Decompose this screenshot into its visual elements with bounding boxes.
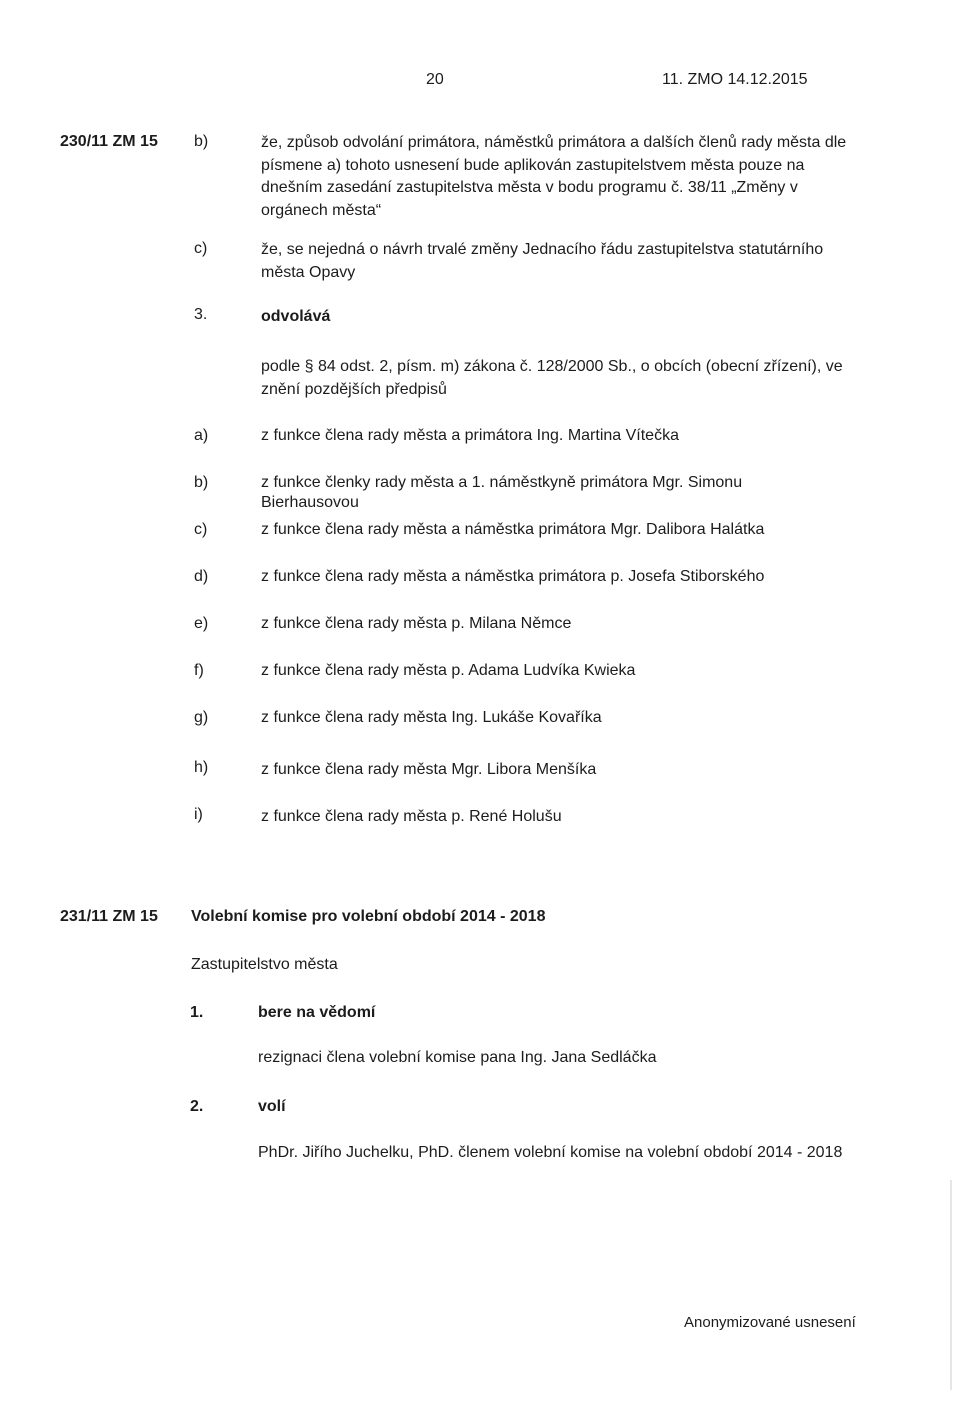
point-verb: volí (258, 1098, 286, 1115)
footer-note: Anonymizované usnesení (684, 1314, 856, 1331)
scan-edge-shadow (950, 1180, 952, 1390)
list-item-label: c) (194, 521, 208, 538)
point-number: 1. (190, 1004, 204, 1021)
paragraph-text: PhDr. Jiřího Juchelku, PhD. členem volební komise na volební období 2014 - 2018 (258, 1144, 843, 1161)
item-label: b) (194, 133, 209, 150)
list-item-label: a) (194, 427, 209, 444)
meeting-label: 11. ZMO 14.12.2015 (662, 71, 808, 88)
paragraph-text: rezignaci člena volební komise pana Ing. Jana Sedláčka (258, 1049, 657, 1066)
list-item-label: b) (194, 474, 209, 491)
list-item-label: d) (194, 568, 209, 585)
point-verb: odvolává (261, 308, 331, 325)
list-item-text: z funkce člena rady města Ing. Lukáše Kovaříka (261, 709, 602, 726)
paragraph-text: že, způsob odvolání primátora, náměstků primátora a dalších členů rady města dle písmene a) tohoto usnesení bude aplikován zastupitelstvem města pouze na dnešním zasedání zastupitelstva města v bodu programu č. 38/11 „Změny v orgánech města“ (261, 134, 847, 219)
list-item-label: h) (194, 759, 209, 776)
list-item-label: i) (194, 806, 203, 823)
list-item-text: z funkce člena rady města a náměstka primátora p. Josefa Stiborského (261, 568, 765, 585)
paragraph-text: že, se nejedná o návrh trvalé změny Jednacího řádu zastupitelstva statutárního města Opavy (261, 241, 824, 281)
list-item-label: g) (194, 709, 209, 726)
list-item-text: z funkce členky rady města a 1. náměstkyně primátora Mgr. Simonu Bierhausovou (261, 474, 743, 511)
resolution-id: 231/11 ZM 15 (60, 908, 158, 925)
point-verb: bere na vědomí (258, 1004, 376, 1021)
list-item-text: z funkce člena rady města Mgr. Libora Menšíka (261, 761, 597, 778)
resolution-subject: Zastupitelstvo města (191, 956, 338, 973)
list-item-text: z funkce člena rady města a náměstka primátora Mgr. Dalibora Halátka (261, 521, 765, 538)
list-item-text: z funkce člena rady města p. Milana Němce (261, 615, 572, 632)
point-number: 3. (194, 306, 208, 323)
list-item-label: f) (194, 662, 204, 679)
resolution-title: Volební komise pro volební období 2014 - 2018 (191, 908, 546, 925)
list-item-text: z funkce člena rady města p. Adama Ludvíka Kwieka (261, 662, 636, 679)
list-item-label: e) (194, 615, 209, 632)
page-number: 20 (426, 71, 444, 88)
list-item-text: z funkce člena rady města p. René Holušu (261, 808, 562, 825)
legal-basis: podle § 84 odst. 2, písm. m) zákona č. 128/2000 Sb., o obcích (obecní zřízení), ve znění pozdějších předpisů (261, 358, 843, 398)
resolution-id: 230/11 ZM 15 (60, 133, 158, 150)
item-label: c) (194, 240, 208, 257)
point-number: 2. (190, 1098, 204, 1115)
list-item-text: z funkce člena rady města a primátora Ing. Martina Vítečka (261, 427, 679, 444)
